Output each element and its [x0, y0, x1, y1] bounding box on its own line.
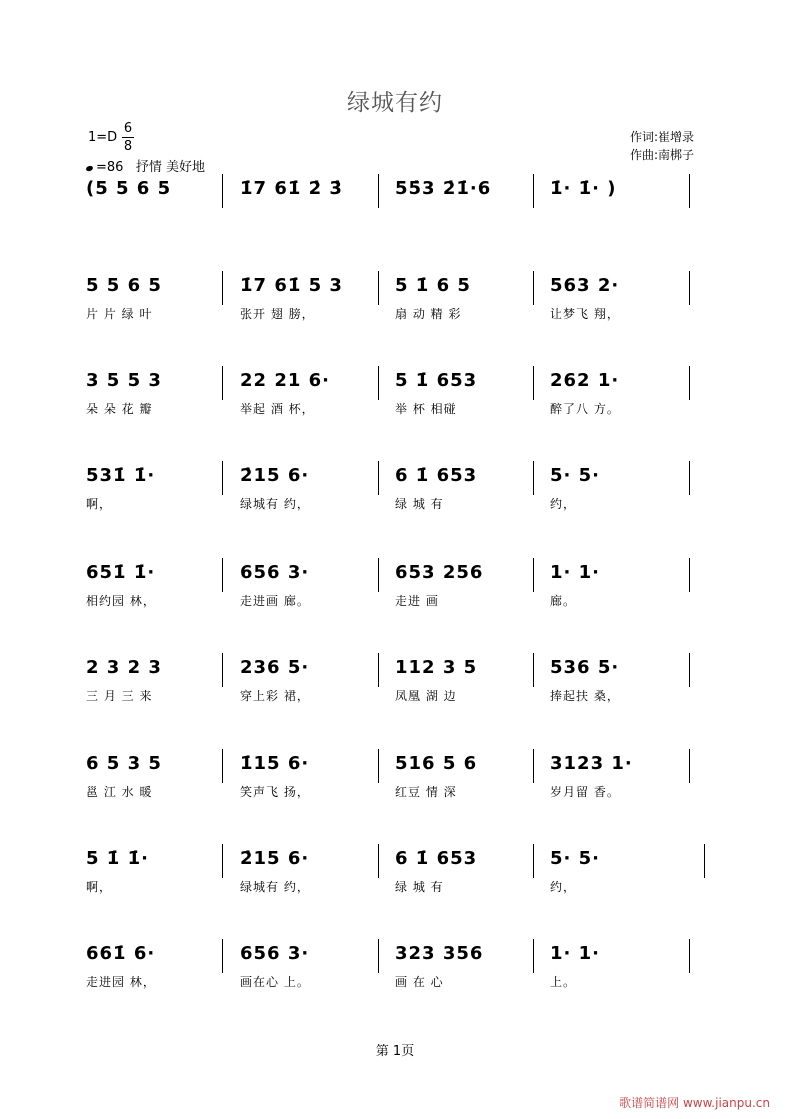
bar-line: [533, 558, 534, 592]
watermark: [619, 1094, 770, 1111]
meter-top: 6: [123, 121, 133, 136]
bar-line: [222, 366, 223, 400]
bar-line: [704, 844, 705, 878]
bar-line: [689, 174, 690, 208]
bar-line: [689, 558, 690, 592]
song-title: 绿城有约: [347, 90, 443, 116]
measure-notes: 1̇· 1̇· ): [550, 178, 617, 199]
measure-notes: 1· 1·: [550, 943, 600, 964]
score-system: [0, 370, 790, 440]
measure-notes: 3123 1·: [550, 753, 633, 774]
bar-line: [378, 366, 379, 400]
measure-lyrics: 走进园 林，: [86, 975, 156, 989]
bar-line: [378, 461, 379, 495]
measure-lyrics: 举起 酒 杯，: [240, 402, 315, 416]
bar-line: [533, 653, 534, 687]
bar-line: [533, 749, 534, 783]
measure-notes: 6 1̇ 653: [395, 848, 478, 869]
watermark-url: www.jianpu.cn: [682, 1096, 770, 1110]
measure-lyrics: 绿 城 有: [395, 880, 444, 894]
measure-notes: 5 1̇ 6 5: [395, 275, 471, 296]
measure-notes: 656 3·: [240, 562, 310, 583]
measure-lyrics: 走进画 廊。: [240, 594, 310, 608]
bar-line: [533, 271, 534, 305]
measure-notes: 55̇3 2̇1̇·6: [395, 178, 492, 199]
lyricist: 作词:崔增录: [630, 130, 695, 144]
measure-lyrics: 绿城有 约，: [240, 497, 310, 511]
score-system: [0, 562, 790, 632]
measure-lyrics: 绿 城 有: [395, 497, 444, 511]
measure-lyrics: 捧起扶 桑，: [550, 689, 620, 703]
measure-notes: 1̇7 61̇ 2̇ 3̇: [240, 178, 343, 199]
bar-line: [378, 939, 379, 973]
measure-notes: 2̇15 6·: [240, 465, 310, 486]
measure-notes: 5· 5·: [550, 465, 600, 486]
measure-notes: 112 3 5: [395, 657, 478, 678]
measure-lyrics: 穿上彩 裙，: [240, 689, 310, 703]
bar-line: [533, 461, 534, 495]
score-system: [0, 943, 790, 1013]
measure-lyrics: 三 月 三 来: [86, 689, 153, 703]
bar-line: [533, 366, 534, 400]
measure-lyrics: 让梦飞 翔，: [550, 307, 620, 321]
bar-line: [689, 271, 690, 305]
measure-lyrics: 绿城有 约，: [240, 880, 310, 894]
bar-line: [378, 749, 379, 783]
measure-notes: 6 1̇ 653: [395, 465, 478, 486]
measure-notes: 563 2·: [550, 275, 620, 296]
measure-notes: 1̇15 6·: [240, 753, 310, 774]
bar-line: [378, 653, 379, 687]
measure-lyrics: 画在心 上。: [240, 975, 310, 989]
watermark-site-name: 歌谱简谱网: [619, 1096, 683, 1110]
bar-line: [689, 749, 690, 783]
measure-notes: 6 5 3 5: [86, 753, 162, 774]
measure-lyrics: 啊，: [86, 497, 113, 511]
score-system: [0, 753, 790, 823]
measure-lyrics: 扇 动 精 彩: [395, 307, 462, 321]
measure-notes: 22 21 6·: [240, 370, 330, 391]
quarter-note-icon: [85, 165, 93, 172]
bar-line: [222, 271, 223, 305]
score-system: [0, 275, 790, 345]
bar-line: [222, 461, 223, 495]
measure-lyrics: 上。: [550, 975, 577, 989]
composer: 作曲:南梆子: [630, 148, 695, 162]
score-system: [0, 848, 790, 918]
tempo-value: =86: [96, 160, 124, 175]
measure-lyrics: 片 片 绿 叶: [86, 307, 153, 321]
bar-line: [378, 558, 379, 592]
measure-notes: 661̇ 6·: [86, 943, 156, 964]
key-signature: 1=D: [88, 130, 118, 145]
bar-line: [689, 939, 690, 973]
tempo-marking: [86, 156, 205, 175]
measure-notes: 1̇7 61̇ 5 3: [240, 275, 343, 296]
meter-fraction-bar: [122, 137, 134, 138]
measure-notes: 5 5 6 5: [86, 275, 162, 296]
measure-notes: 1· 1·: [550, 562, 600, 583]
measure-lyrics: 啊，: [86, 880, 113, 894]
measure-notes: 516 5 6: [395, 753, 478, 774]
page-number: 第 1页: [375, 1044, 415, 1059]
measure-notes: 262 1·: [550, 370, 620, 391]
measure-lyrics: 凤凰 湖 边: [395, 689, 457, 703]
measure-lyrics: 画 在 心: [395, 975, 444, 989]
measure-lyrics: 约，: [550, 497, 577, 511]
bar-line: [689, 366, 690, 400]
measure-notes: 536 5·: [550, 657, 620, 678]
bar-line: [222, 749, 223, 783]
measure-notes: 236 5·: [240, 657, 310, 678]
measure-notes: 653 256: [395, 562, 484, 583]
bar-line: [378, 271, 379, 305]
measure-lyrics: 红豆 情 深: [395, 785, 457, 799]
time-signature: [122, 121, 134, 154]
measure-lyrics: 走进 画: [395, 594, 439, 608]
bar-line: [689, 461, 690, 495]
measure-notes: 5 1̇ 653: [395, 370, 478, 391]
bar-line: [689, 653, 690, 687]
measure-lyrics: 张开 翅 膀，: [240, 307, 315, 321]
measure-notes: 323 356: [395, 943, 484, 964]
expression-mark: 抒情 美好地: [135, 160, 205, 175]
measure-lyrics: 朵 朵 花 瓣: [86, 402, 153, 416]
measure-lyrics: 举 杯 相碰: [395, 402, 457, 416]
measure-lyrics: 廊。: [550, 594, 577, 608]
credits: [630, 128, 694, 164]
bar-line: [378, 174, 379, 208]
measure-notes: 656 3·: [240, 943, 310, 964]
bar-line: [222, 653, 223, 687]
score-system: [0, 465, 790, 535]
bar-line: [222, 558, 223, 592]
measure-lyrics: 笑声飞 扬，: [240, 785, 310, 799]
measure-notes: 2 3 2 3: [86, 657, 162, 678]
measure-notes: 5· 5·: [550, 848, 600, 869]
score-system: [0, 657, 790, 727]
bar-line: [378, 844, 379, 878]
measure-notes: 2̇15 6·: [240, 848, 310, 869]
score-system: [0, 178, 790, 248]
measure-lyrics: 相约园 林，: [86, 594, 156, 608]
measure-notes: 531̇ 1̇·: [86, 465, 156, 486]
measure-lyrics: 邕 江 水 暖: [86, 785, 153, 799]
measure-lyrics: 约，: [550, 880, 577, 894]
measure-notes: (5 5 6 5: [86, 178, 172, 199]
bar-line: [222, 844, 223, 878]
bar-line: [222, 174, 223, 208]
bar-line: [533, 174, 534, 208]
bar-line: [222, 939, 223, 973]
measure-notes: 3 5 5 3: [86, 370, 162, 391]
bar-line: [533, 939, 534, 973]
measure-notes: 651̇ 1̇·: [86, 562, 156, 583]
meter-bottom: 8: [123, 139, 133, 154]
measure-lyrics: 岁月留 香。: [550, 785, 620, 799]
measure-notes: 5 1̇ 1̇·: [86, 848, 149, 869]
measure-lyrics: 醉了八 方。: [550, 402, 620, 416]
bar-line: [533, 844, 534, 878]
